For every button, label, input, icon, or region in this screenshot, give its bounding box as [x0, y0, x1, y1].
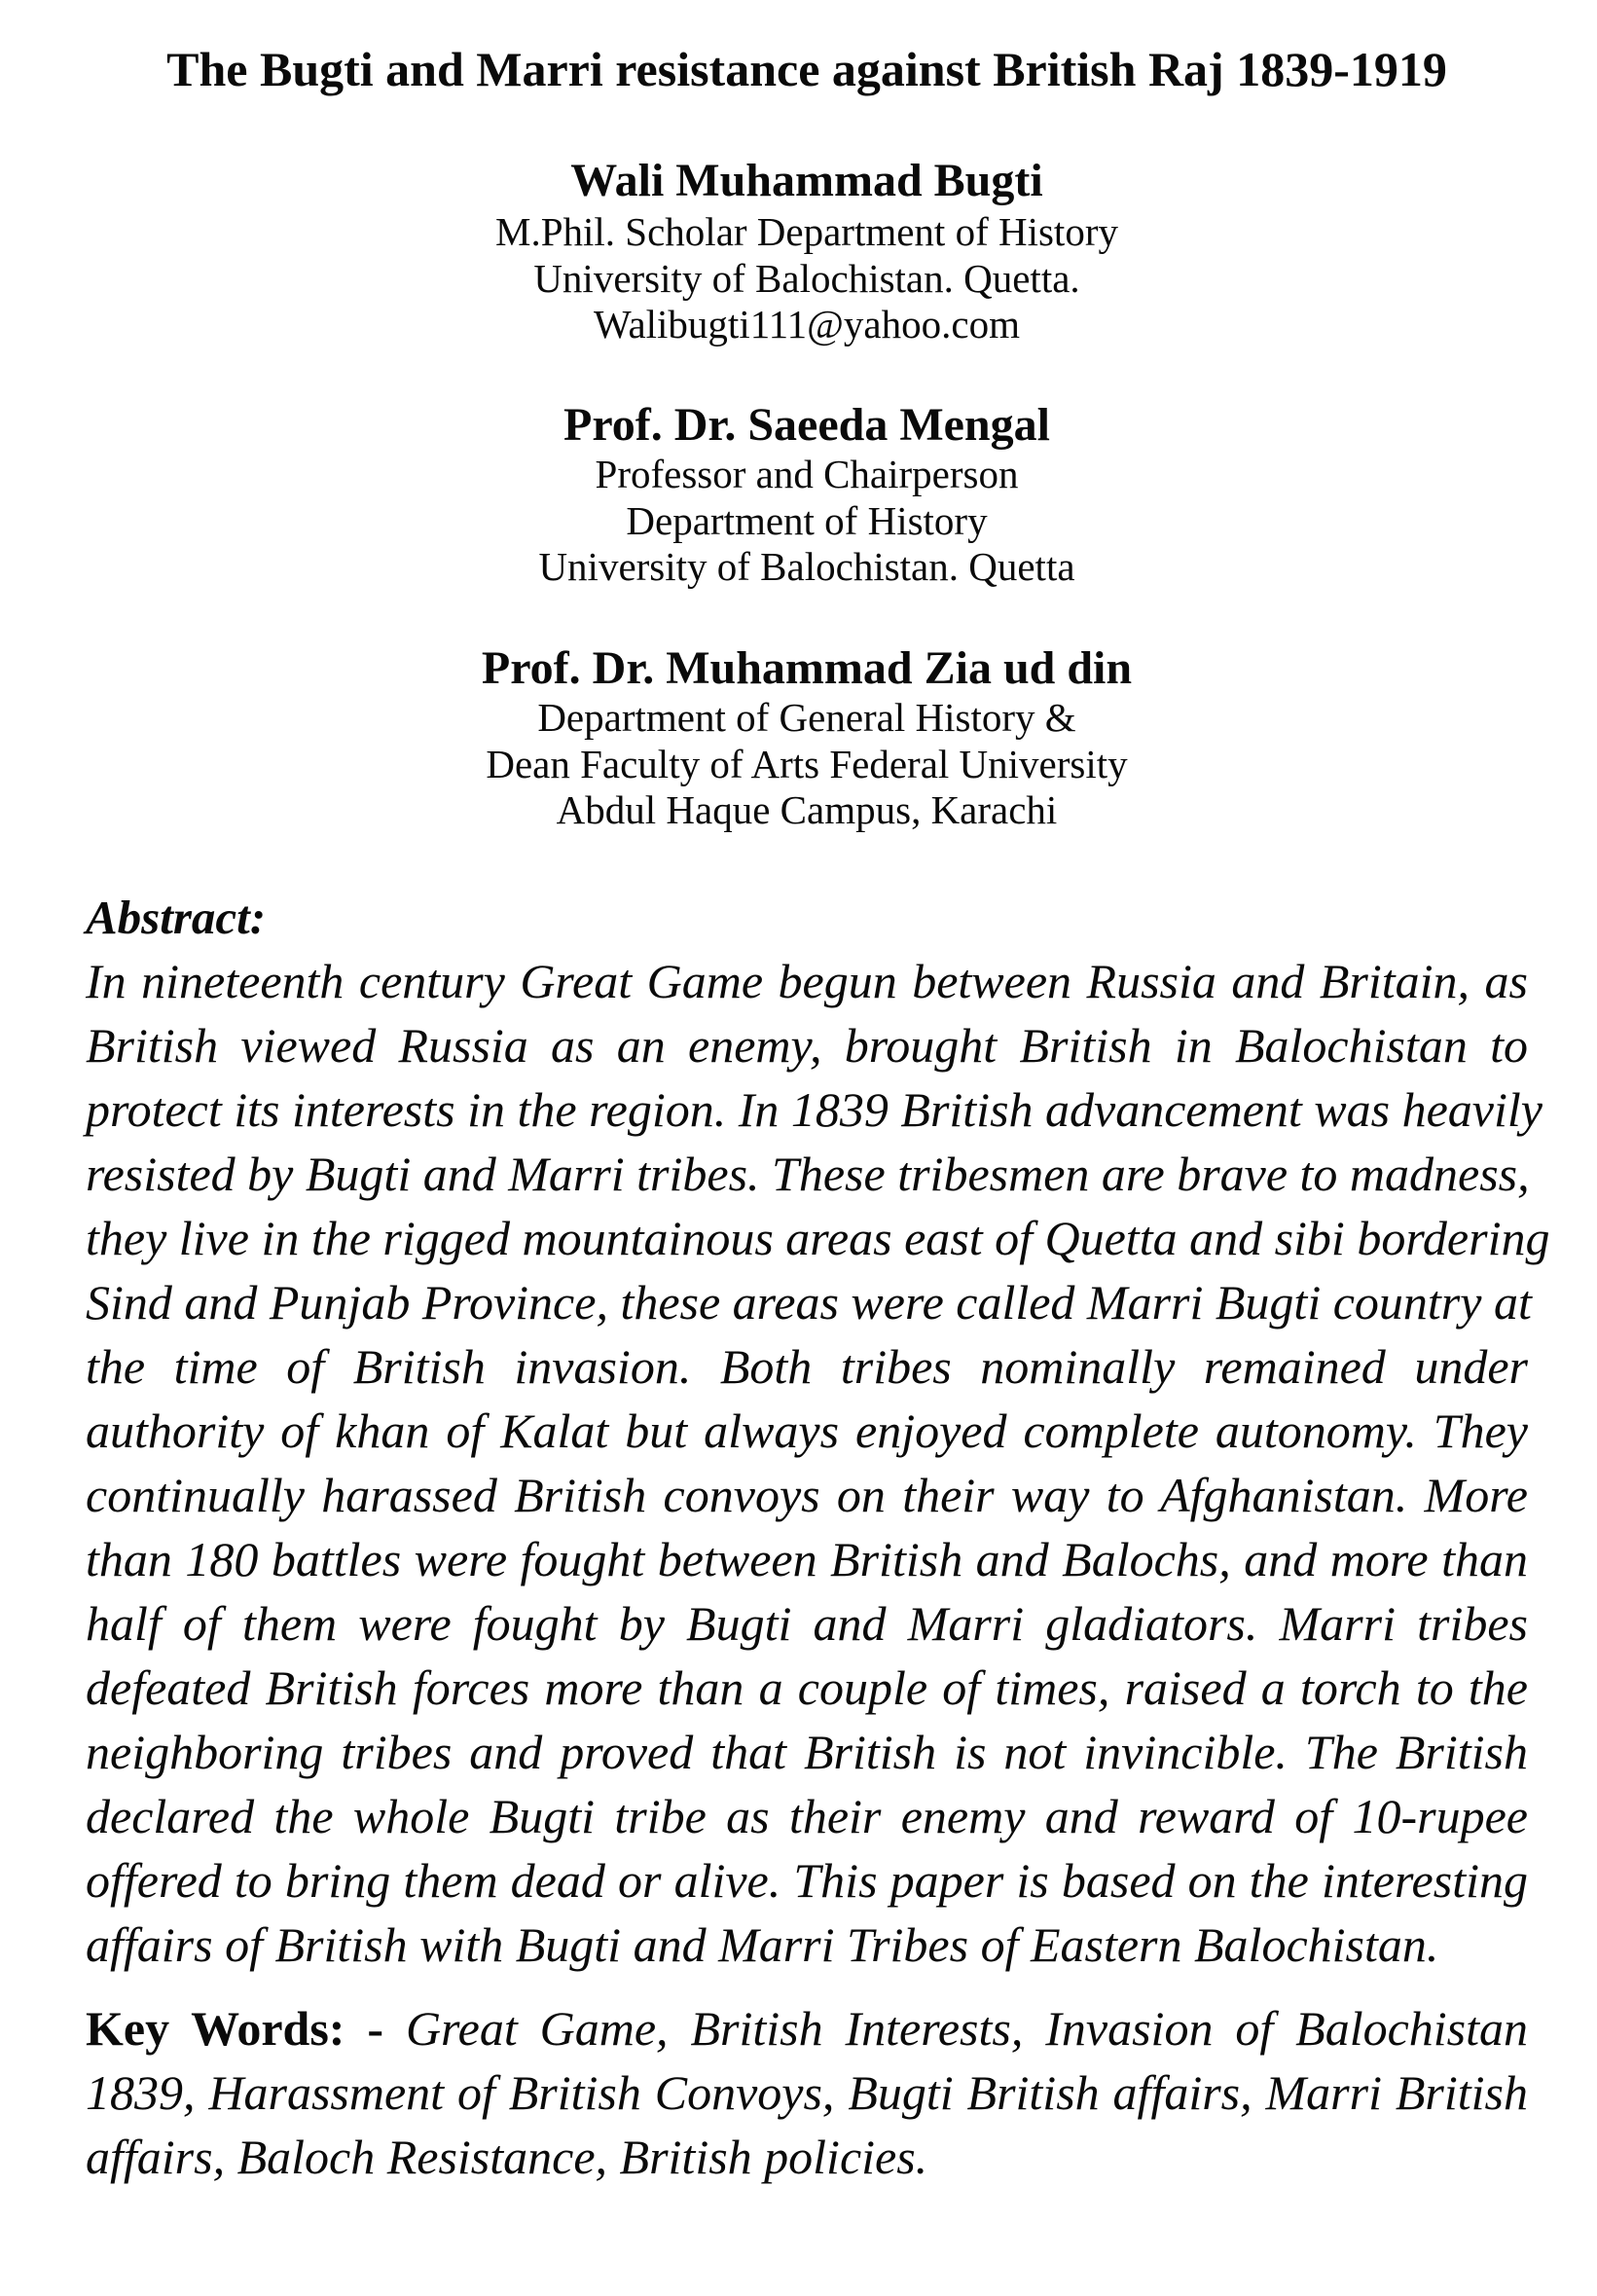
abstract-line: neighboring tribes and proved that British is not invincible. The British — [86, 1725, 1528, 1779]
author-affiliation — [86, 695, 1528, 834]
abstract-line: declared the whole Bugti tribe as their enemy and reward of 10-rupee — [86, 1789, 1528, 1843]
author-affiliation — [86, 452, 1528, 591]
keywords-section — [86, 1996, 1528, 2189]
abstract-line: than 180 battles were fought between British and Balochs, and more than — [86, 1532, 1528, 1586]
keywords-separator: - — [345, 2001, 406, 2056]
author-name: Prof. Dr. Saeeda Mengal — [563, 399, 1050, 451]
abstract-line: affairs of British with Bugti and Marri Tribes of Eastern Balochistan. — [86, 1917, 1439, 1972]
abstract-line: half of them were fought by Bugti and Marri gladiators. Marri tribes — [86, 1596, 1528, 1651]
author-email: Walibugti111@yahoo.com — [594, 302, 1020, 346]
author-name: Wali Muhammad Bugti — [570, 155, 1043, 206]
affiliation-line: Department of General History & — [537, 695, 1076, 740]
keywords-text: Great Game, British Interests, Invasion of Balochistan — [405, 2001, 1529, 2056]
abstract-line: defeated British forces more than a couple of times, raised a torch to the — [86, 1660, 1528, 1715]
abstract-line: British viewed Russia as an enemy, brought British in Balochistan to — [86, 1018, 1528, 1073]
abstract-body — [86, 949, 1550, 1977]
affiliation-line: M.Phil. Scholar Department of History — [495, 209, 1118, 254]
affiliation-line: University of Balochistan. Quetta — [538, 544, 1075, 589]
affiliation-line: Professor and Chairperson — [595, 452, 1019, 496]
affiliation-line: Abdul Haque Campus, Karachi — [556, 787, 1058, 832]
paper-title: The Bugti and Marri resistance against British Raj 1839-1919 — [166, 42, 1447, 96]
affiliation-line: Dean Faculty of Arts Federal University — [486, 741, 1128, 786]
abstract-line: the time of British invasion. Both tribes nominally remained under — [86, 1339, 1528, 1394]
affiliation-line: University of Balochistan. Quetta. — [533, 255, 1080, 301]
abstract-line: continually harassed British convoys on their way to Afghanistan. More — [86, 1468, 1528, 1522]
keywords-line: 1839, Harassment of British Convoys, Bugti British affairs, Marri British — [86, 2065, 1528, 2120]
abstract-line: they live in the rigged mountainous areas east of Quetta and sibi bordering — [86, 1211, 1550, 1265]
abstract-line: Sind and Punjab Province, these areas were called Marri Bugti country at — [86, 1275, 1532, 1330]
abstract-line: protect its interests in the region. In 1839 British advancement was heavily — [86, 1082, 1543, 1137]
keywords-line — [86, 1996, 1528, 2060]
abstract-heading: Abstract: — [86, 891, 267, 944]
abstract-line: offered to bring them dead or alive. This paper is based on the interesting — [86, 1853, 1528, 1908]
abstract-line: In nineteenth century Great Game begun between Russia and Britain, as — [86, 954, 1528, 1008]
abstract-line: authority of khan of Kalat but always enjoyed complete autonomy. They — [86, 1403, 1528, 1458]
keywords-label: Key Words: — [86, 2001, 345, 2056]
keywords-line: affairs, Baloch Resistance, British policies. — [86, 2130, 928, 2184]
author-name: Prof. Dr. Muhammad Zia ud din — [481, 642, 1133, 694]
affiliation-line: Department of History — [626, 497, 988, 543]
abstract-line: resisted by Bugti and Marri tribes. These tribesmen are brave to madness, — [86, 1147, 1530, 1201]
author-affiliation — [86, 209, 1528, 348]
